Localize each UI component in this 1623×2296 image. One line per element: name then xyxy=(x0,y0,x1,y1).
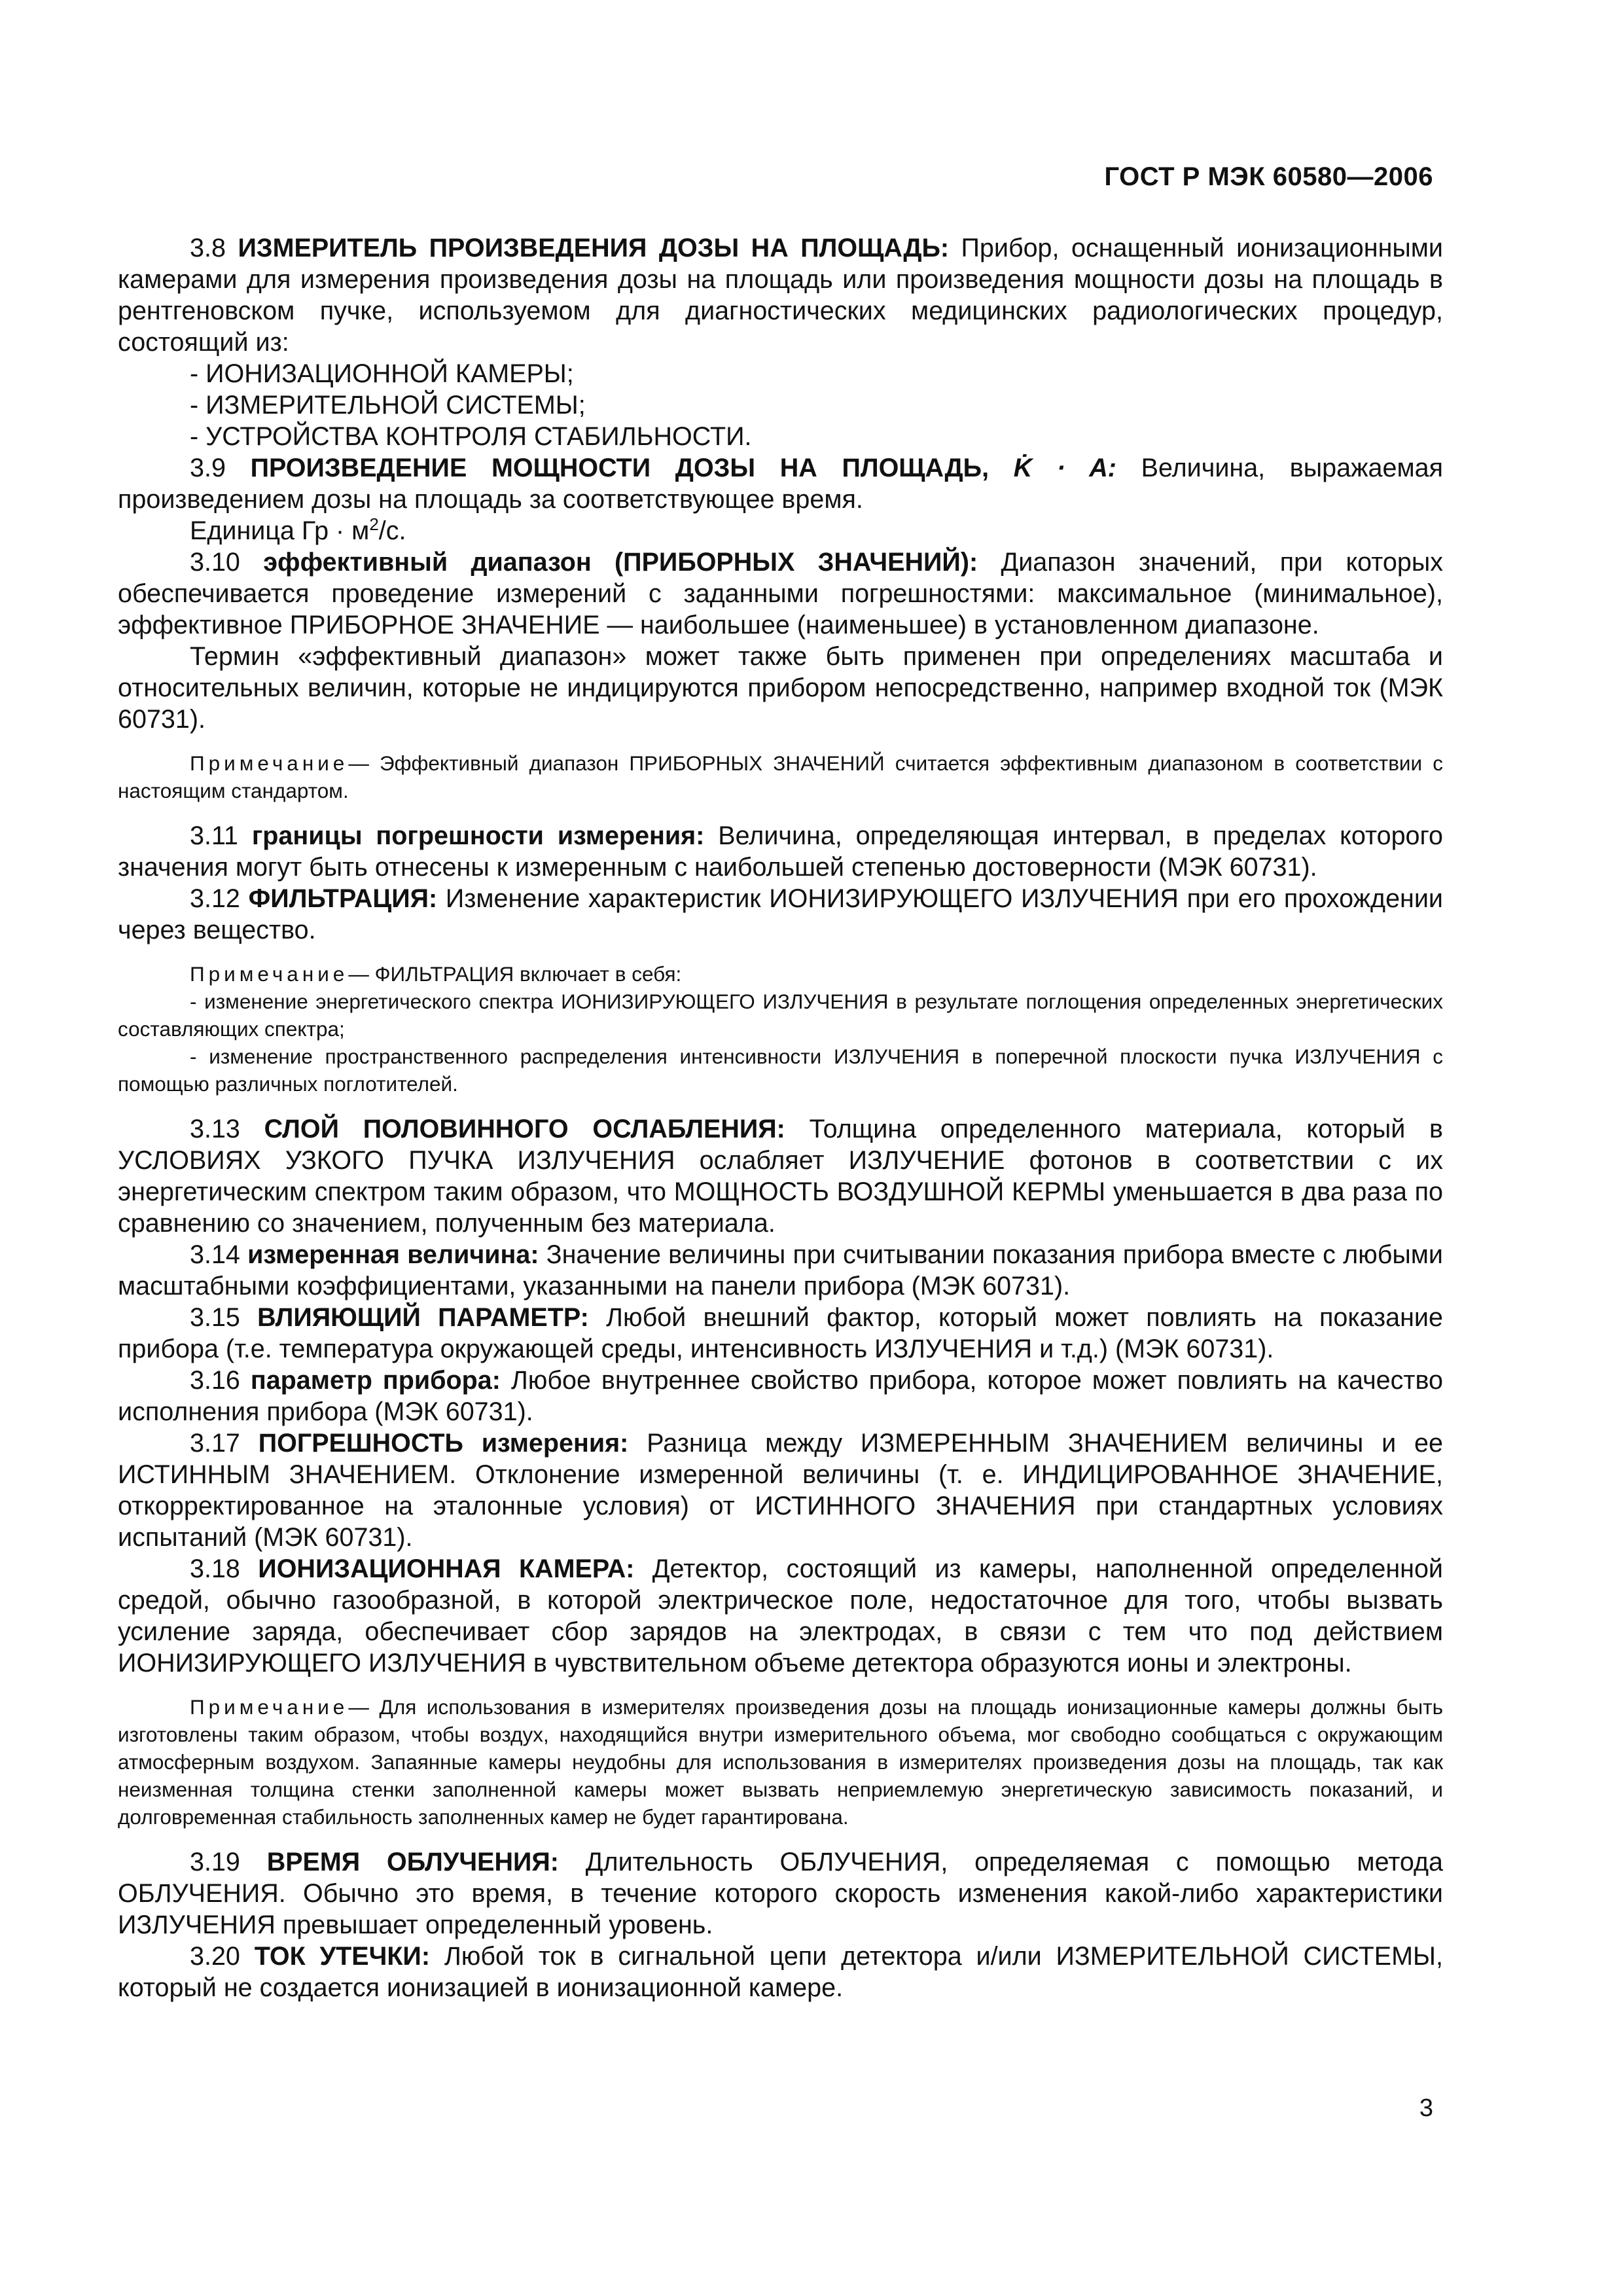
clause-text: Детектор, состоящий из камеры, наполненной определенной средой, обычно газообразной, в которой электрическое поле, недостаточное для того, чтобы вызвать усиление заряда, обеспечивает сбор зарядов на электродах, в связи с тем что под действием ИОНИЗИРУЮЩЕГО ИЗЛУЧЕНИЯ в чувствительном объеме детектора образуются ионы и электроны. xyxy=(118,1554,1443,1677)
clause-3-9 xyxy=(118,452,1443,515)
document-body xyxy=(118,232,1443,2003)
note-label: Примечание xyxy=(190,962,349,986)
note-text: — Для использования в измерителях произведения дозы на площадь ионизационные камеры должны быть изготовлены таким образом, чтобы воздух, находящийся внутри измерительного объема, мог свободно сообщаться с окружающим атмосферным воздухом. Запаянные камеры неудобны для использования в измерителях произведения дозы на площадь, так как неизменная толщина стенки заполненной камеры может вызвать неприемлемую энергетическую зависимость показаний, и долговременная стабильность заполненных камер не будет гарантирована. xyxy=(118,1695,1443,1829)
note-3-10 xyxy=(118,749,1443,804)
unit-line xyxy=(118,515,1443,547)
clause-number: 3.19 xyxy=(190,1848,240,1876)
clause-term: ИОНИЗАЦИОННАЯ КАМЕРА: xyxy=(258,1554,635,1583)
clause-3-14 xyxy=(118,1239,1443,1302)
note-head xyxy=(118,960,1443,988)
clause-text: Длительность ОБЛУЧЕНИЯ, определяемая с помощью метода ОБЛУЧЕНИЯ. Обычно это время, в течение которого скорость изменения какой-либо характеристики ИЗЛУЧЕНИЯ превышает определенный уровень. xyxy=(118,1848,1443,1939)
unit-superscript: 2 xyxy=(369,514,379,534)
clause-number: 3.14 xyxy=(190,1240,240,1269)
clause-term: параметр прибора: xyxy=(250,1366,501,1395)
clause-text: Толщина определенного материала, который в УСЛОВИЯХ УЗКОГО ПУЧКА ИЗЛУЧЕНИЯ ослабляет ИЗЛУЧЕНИЕ фотонов в соответствии с их энергетическим спектром таким образом, что МОЩНОСТЬ ВОЗДУШНОЙ КЕРМЫ уменьшается в два раза по сравнению со значением, полученным без материала. xyxy=(118,1115,1443,1238)
clause-term: эффективный диапазон (ПРИБОРНЫХ ЗНАЧЕНИЙ): xyxy=(263,548,978,577)
clause-number: 3.16 xyxy=(190,1366,240,1395)
clause-3-19 xyxy=(118,1846,1443,1941)
clause-number: 3.12 xyxy=(190,884,240,913)
clause-text: Диапазон значений, при которых обеспечивается проведение измерений с заданными погрешностями: максимальное (минимальное), эффективное ПРИБОРНОЕ ЗНАЧЕНИЕ — наибольшее (наименьшее) в установленном диапазоне. xyxy=(118,548,1443,639)
clause-term: измеренная величина: xyxy=(247,1240,539,1269)
note-label: Примечание xyxy=(190,751,349,775)
clause-term: СЛОЙ ПОЛОВИННОГО ОСЛАБЛЕНИЯ: xyxy=(264,1115,785,1143)
note-list-item: - изменение пространственного распределения интенсивности ИЗЛУЧЕНИЯ в поперечной плоскости пучка ИЗЛУЧЕНИЯ с помощью различных поглотителей. xyxy=(118,1045,1443,1096)
clause-number: 3.8 xyxy=(190,234,226,262)
document-header: ГОСТ Р МЭК 60580—2006 xyxy=(1104,162,1433,191)
page-number: 3 xyxy=(1419,2094,1433,2122)
clause-term: ПОГРЕШНОСТЬ измерения: xyxy=(258,1429,629,1458)
clause-term: ВРЕМЯ ОБЛУЧЕНИЯ: xyxy=(266,1848,559,1876)
clause-number: 3.18 xyxy=(190,1554,240,1583)
clause-text: Любой внешний фактор, который может повлиять на показание прибора (т.е. температура окружающей среды, интенсивность ИЗЛУЧЕНИЯ и т.д.) (МЭК 60731). xyxy=(118,1303,1443,1363)
clause-number: 3.15 xyxy=(190,1303,240,1332)
clause-3-20 xyxy=(118,1941,1443,2003)
clause-text: Значение величины при считывании показания прибора вместе с любыми масштабными коэффициентами, указанными на панели прибора (МЭК 60731). xyxy=(118,1240,1443,1300)
list-item: - ИЗМЕРИТЕЛЬНОЙ СИСТЕМЫ; xyxy=(190,391,586,420)
clause-number: 3.9 xyxy=(190,454,226,482)
clause-term: ИЗМЕРИТЕЛЬ ПРОИЗВЕДЕНИЯ ДОЗЫ НА ПЛОЩАДЬ: xyxy=(238,234,950,262)
note-text: — ФИЛЬТРАЦИЯ включает в себя: xyxy=(348,962,682,986)
clause-term: ВЛИЯЮЩИЙ ПАРАМЕТР: xyxy=(257,1303,589,1332)
note-label: Примечание xyxy=(190,1695,349,1719)
clause-symbol: K̇ · A: xyxy=(1013,454,1116,482)
clause-number: 3.10 xyxy=(190,548,240,577)
clause-text-continued: Термин «эффективный диапазон» может также быть применен при определениях масштаба и относительных величин, которые не индицируются прибором непосредственно, например входной ток (МЭК 60731). xyxy=(118,642,1443,734)
note-text: — Эффективный диапазон ПРИБОРНЫХ ЗНАЧЕНИЙ считается эффективным диапазоном в соответствии с настоящим стандартом. xyxy=(118,751,1443,802)
clause-term: ТОК УТЕЧКИ: xyxy=(254,1942,430,1971)
clause-3-18 xyxy=(118,1553,1443,1679)
clause-text: Любое внутреннее свойство прибора, которое может повлиять на качество исполнения прибора (МЭК 60731). xyxy=(118,1366,1443,1426)
clause-number: 3.20 xyxy=(190,1942,240,1971)
clause-text: Величина, определяющая интервал, в пределах которого значения могут быть отнесены к измеренным с наибольшей степенью достоверности (МЭК 60731). xyxy=(118,821,1444,882)
clause-term: ПРОИЗВЕДЕНИЕ МОЩНОСТИ ДОЗЫ НА ПЛОЩАДЬ, xyxy=(250,454,990,482)
clause-term: границы погрешности измерения: xyxy=(251,821,705,850)
clause-number: 3.13 xyxy=(190,1115,240,1143)
clause-3-13 xyxy=(118,1113,1443,1239)
clause-number: 3.17 xyxy=(190,1429,240,1458)
note-3-12 xyxy=(118,960,1443,1098)
note-3-18 xyxy=(118,1693,1443,1831)
clause-number: 3.11 xyxy=(190,821,238,850)
clause-3-8 xyxy=(118,232,1443,358)
clause-3-12 xyxy=(118,883,1443,946)
clause-text: Величина, выражаемая произведением дозы на площадь за соответствующее время. xyxy=(118,454,1443,514)
unit-prefix: Единица Гр · м xyxy=(190,516,370,545)
clause-3-11 xyxy=(118,820,1443,883)
note-list-item: - изменение энергетического спектра ИОНИЗИРУЮЩЕГО ИЗЛУЧЕНИЯ в результате поглощения определенных энергетических составляющих спектра; xyxy=(118,990,1443,1041)
clause-text: Изменение характеристик ИОНИЗИРУЮЩЕГО ИЗЛУЧЕНИЯ при его прохождении через вещество. xyxy=(118,884,1443,944)
clause-term: ФИЛЬТРАЦИЯ: xyxy=(248,884,438,913)
unit-suffix: /с. xyxy=(378,516,406,545)
clause-3-10 xyxy=(118,547,1443,641)
clause-text: Разница между ИЗМЕРЕННЫМ ЗНАЧЕНИЕМ величины и ее ИСТИННЫМ ЗНАЧЕНИЕМ. Отклонение измеренной величины (т. е. ИНДИЦИРОВАННОЕ ЗНАЧЕНИЕ, откорректированное на эталонные условия) от ИСТИННОГО ЗНАЧЕНИЯ при стандартных условиях испытаний (МЭК 60731). xyxy=(118,1429,1443,1552)
list-item: - УСТРОЙСТВА КОНТРОЛЯ СТАБИЛЬНОСТИ. xyxy=(190,422,752,451)
clause-3-16 xyxy=(118,1365,1443,1427)
clause-text: Прибор, оснащенный ионизационными камерами для измерения произведения дозы на площадь или произведения мощности дозы на площадь в рентгеновском пучке, используемом для диагностических медицинских радиологических процедур, состоящий из: xyxy=(118,234,1443,357)
clause-3-17 xyxy=(118,1427,1443,1553)
list-item: - ИОНИЗАЦИОННОЙ КАМЕРЫ; xyxy=(190,359,574,388)
clause-text: Любой ток в сигнальной цепи детектора и/или ИЗМЕРИТЕЛЬНОЙ СИСТЕМЫ, который не создается ионизацией в ионизационной камере. xyxy=(118,1942,1444,2002)
clause-3-15 xyxy=(118,1302,1443,1365)
